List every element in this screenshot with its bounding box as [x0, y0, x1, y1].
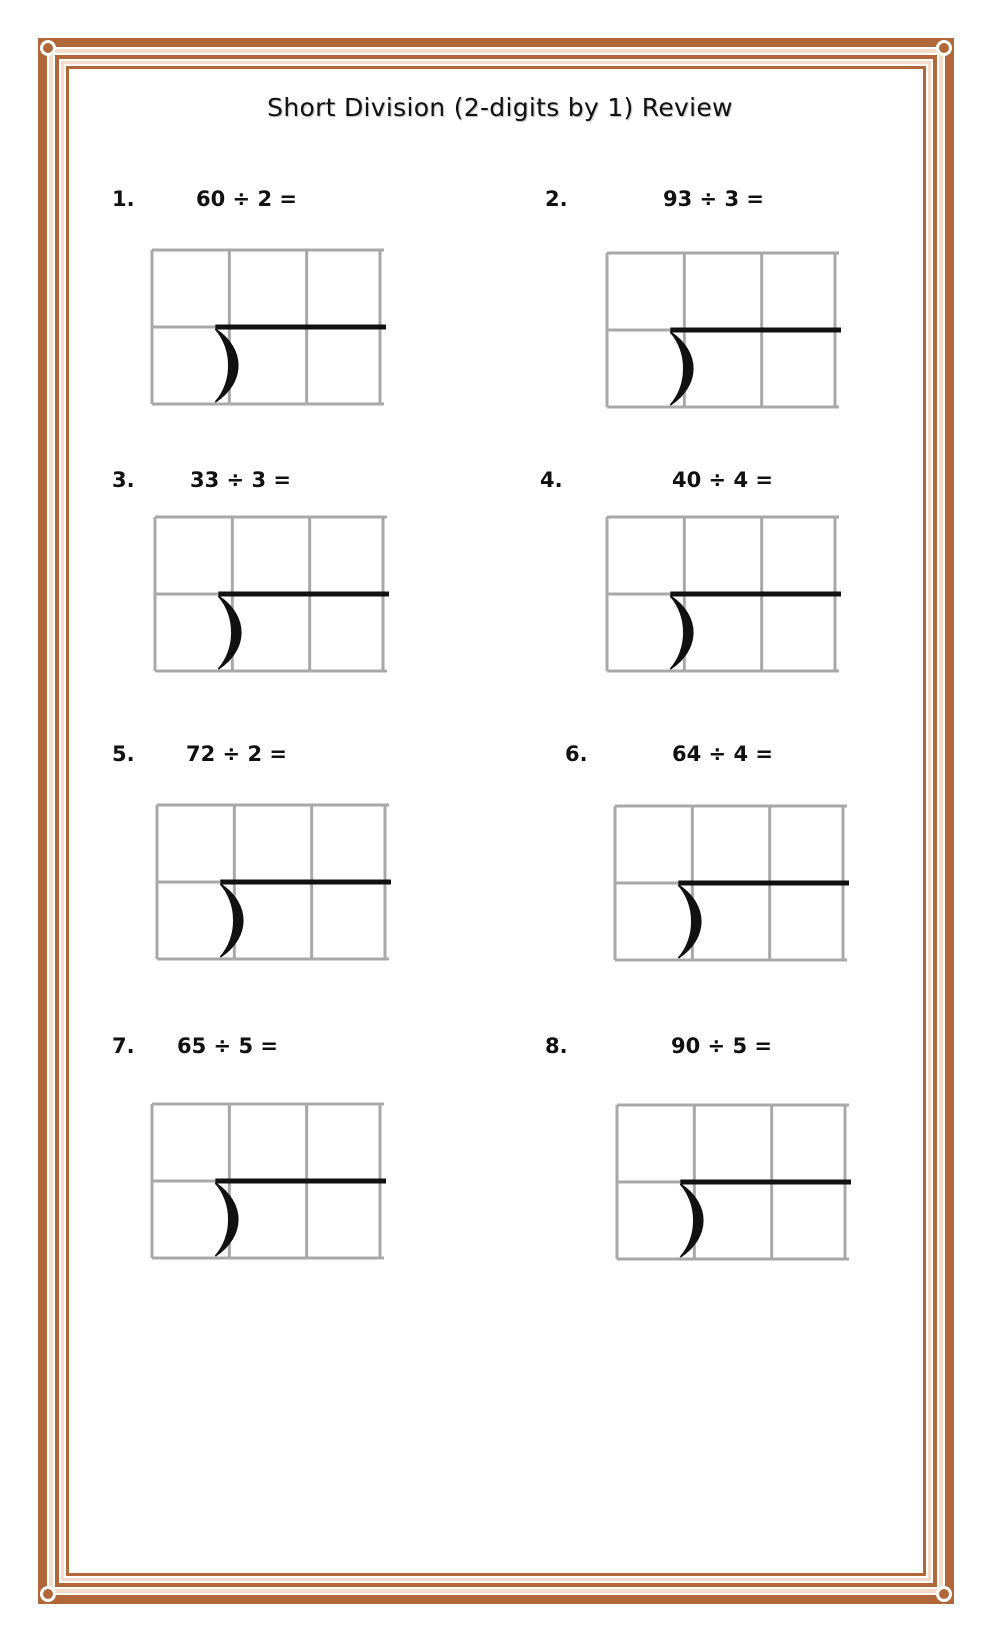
corner-circle-icon: [936, 1586, 952, 1602]
problem-expression: 90 ÷ 5 =: [671, 1034, 772, 1058]
grid-lines: [152, 1104, 384, 1258]
division-grid[interactable]: [155, 517, 387, 671]
problem-expression: 40 ÷ 4 =: [672, 468, 773, 492]
grid-lines: [617, 1105, 849, 1259]
problem-number: 8.: [545, 1034, 568, 1058]
division-bracket: [678, 885, 701, 958]
grid-lines: [607, 517, 839, 671]
grid-lines: [615, 806, 847, 960]
problem-expression: 72 ÷ 2 =: [186, 742, 287, 766]
corner-circle-icon: [936, 40, 952, 56]
problem-expression: 65 ÷ 5 =: [177, 1034, 278, 1058]
problem-number: 7.: [112, 1034, 135, 1058]
problem-number: 5.: [112, 742, 135, 766]
grid-lines: [152, 250, 384, 404]
grid-lines: [155, 517, 387, 671]
division-grid[interactable]: [607, 253, 839, 407]
problem-number: 6.: [565, 742, 588, 766]
division-grid[interactable]: [617, 1105, 849, 1259]
division-bracket: [670, 596, 693, 669]
division-grid[interactable]: [615, 806, 847, 960]
worksheet-title: Short Division (2-digits by 1) Review: [267, 93, 733, 122]
division-grid[interactable]: [152, 250, 384, 404]
corner-circle-icon: [40, 1586, 56, 1602]
problem-expression: 33 ÷ 3 =: [190, 468, 291, 492]
problem-number: 2.: [545, 187, 568, 211]
division-grid[interactable]: [607, 517, 839, 671]
problem-expression: 93 ÷ 3 =: [663, 187, 764, 211]
division-bracket: [215, 1183, 238, 1256]
problem-number: 1.: [112, 187, 135, 211]
division-bracket: [218, 596, 241, 669]
grid-lines: [157, 805, 389, 959]
problem-expression: 60 ÷ 2 =: [196, 187, 297, 211]
problem-number: 3.: [112, 468, 135, 492]
division-bracket: [670, 332, 693, 405]
problem-expression: 64 ÷ 4 =: [672, 742, 773, 766]
division-grid[interactable]: [152, 1104, 384, 1258]
division-bracket: [680, 1184, 703, 1257]
grid-lines: [607, 253, 839, 407]
division-grid[interactable]: [157, 805, 389, 959]
division-bracket: [220, 884, 243, 957]
division-bracket: [215, 329, 238, 402]
problem-number: 4.: [540, 468, 563, 492]
corner-circle-icon: [40, 40, 56, 56]
